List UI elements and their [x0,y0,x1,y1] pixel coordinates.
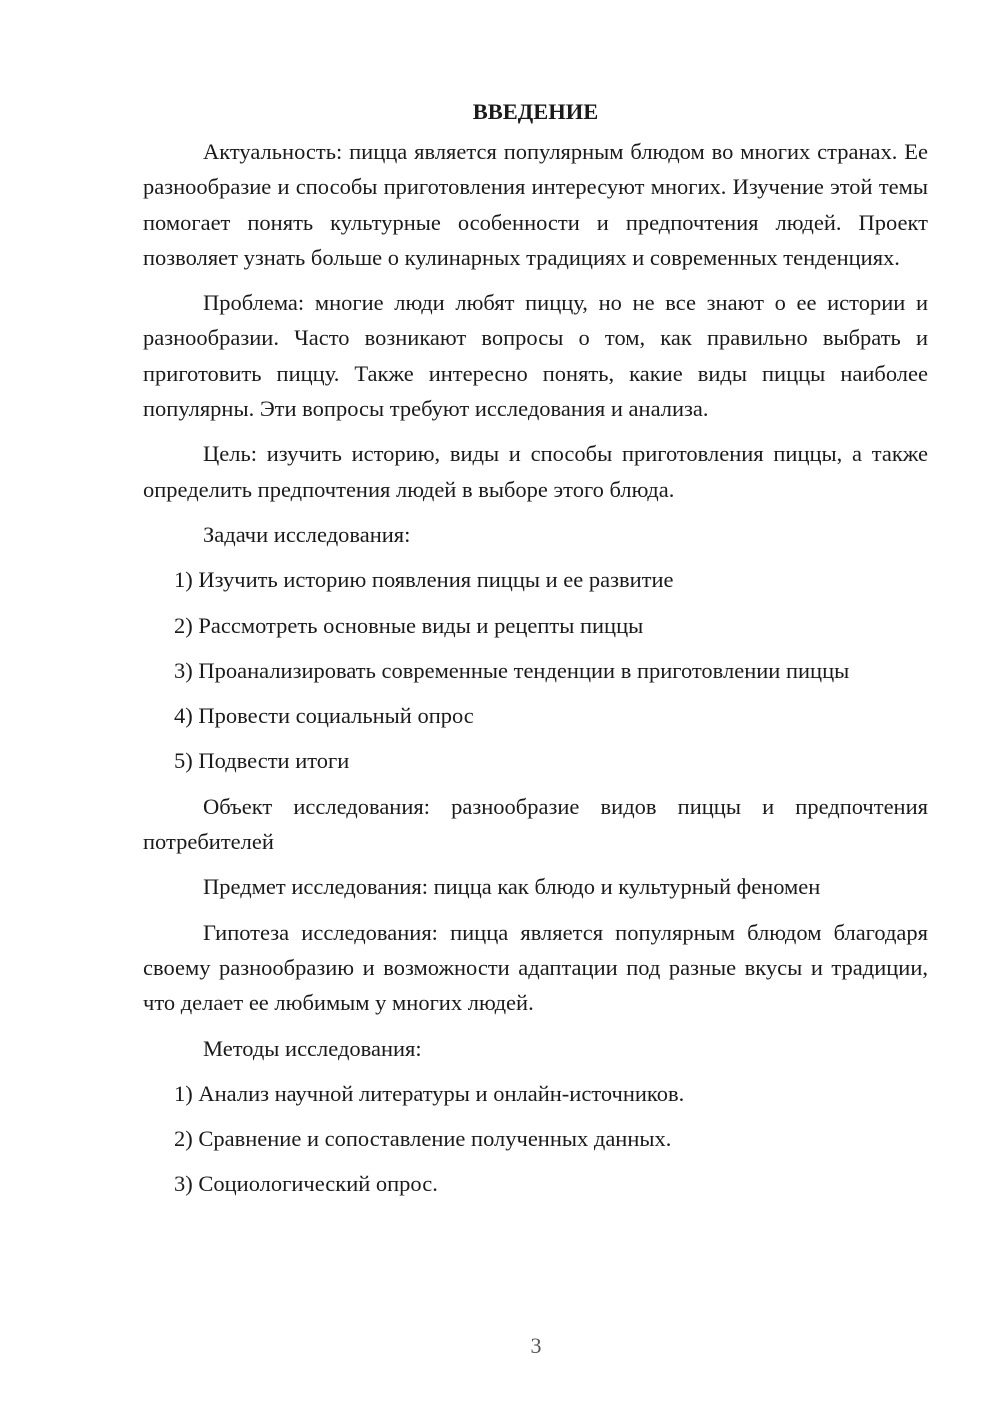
problem-paragraph: Проблема: многие люди любят пиццу, но не все знают о ее истории и разнообразии. Часто возникают вопросы о том, как правильно выбрать и приготовить пиццу. Также интересно понять, какие виды пиццы наиболее популярны. Эти вопросы требуют исследования и анализа. [143,290,928,422]
list-item: 2) Рассмотреть основные виды и рецепты пиццы [174,612,644,638]
list-item: 4) Провести социальный опрос [174,703,474,729]
hypothesis-paragraph: Гипотеза исследования: пицца является популярным блюдом благодаря своему разнообразию и возможности адаптации под разные вкусы и традиции, что делает ее любимым у многих людей. [143,919,928,1016]
page-title: ВВЕДЕНИЕ [472,99,599,124]
list-item: 1) Анализ научной литературы и онлайн-источников. [174,1080,685,1106]
subject-paragraph: Предмет исследования: пицца как блюдо и культурный феномен [203,874,821,900]
list-item: 3) Социологический опрос. [174,1171,438,1197]
methods-list [143,1076,928,1202]
methods-heading: Методы исследования: [203,1035,422,1061]
page-number: 3 [530,1333,542,1358]
object-paragraph: Объект исследования: разнообразие видов пиццы и предпочтения потребителей [143,793,928,855]
relevance-paragraph: Актуальность: пицца является популярным блюдом во многих странах. Ее разнообразие и способы приготовления интересуют многих. Изучение этой темы помогает понять культурные особенности и предпочтения людей. Проект позволяет узнать больше о кулинарных традициях и современных тенденциях. [143,139,928,270]
tasks-heading: Задачи исследования: [203,521,411,547]
page-content [143,96,928,1212]
goal-paragraph: Цель: изучить историю, виды и способы приготовления пиццы, а также определить предпочтения людей в выборе этого блюда. [143,441,928,502]
list-item: 5) Подвести итоги [174,748,350,774]
tasks-list [143,562,928,778]
list-item: 1) Изучить историю появления пиццы и ее развитие [174,567,674,593]
list-item: 2) Сравнение и сопоставление полученных данных. [174,1126,672,1152]
list-item: 3) Проанализировать современные тенденции в приготовлении пиццы [174,657,850,683]
